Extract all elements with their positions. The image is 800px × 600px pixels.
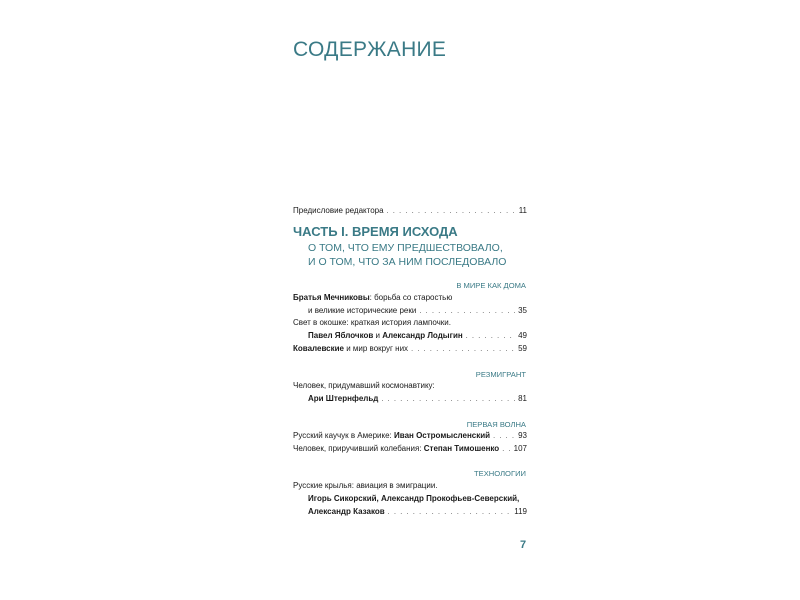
entry-text: Русский каучук в Америке: [293,431,394,440]
toc-entry-sternfeld-line1[interactable]: Человек, придумавший космонавтику: [293,381,435,390]
part-title: ЧАСТЬ I. ВРЕМЯ ИСХОДА [293,224,458,239]
entry-names: Степан Тимошенко [423,444,500,453]
entry-page: 49 [518,331,527,340]
toc-entry-mechnikov-line2[interactable] [308,306,527,315]
toc-entry-kovalevskie[interactable] [293,344,527,353]
toc-entry-sternfeld-line2[interactable] [308,394,527,403]
entry-page: 107 [513,444,527,453]
part-subtitle-line1: О ТОМ, ЧТО ЕМУ ПРЕДШЕСТВОВАЛО, [308,242,503,254]
part-subtitle-line2: И О ТОМ, ЧТО ЗА НИМ ПОСЛЕДОВАЛО [308,256,507,268]
entry-names: Александр Казаков [308,507,385,516]
toc-entry-wings-line1[interactable]: Русские крылья: авиация в эмиграции. [293,481,438,490]
leader-dots [466,333,515,340]
entry-text: и [373,331,383,340]
toc-entry-mechnikov-line1[interactable] [293,293,452,302]
leader-dots [502,446,510,453]
leader-dots [411,346,515,353]
leader-dots [381,396,515,403]
entry-names: Иван Остромысленский [394,431,491,440]
toc-entry-lamp-line1[interactable]: Свет в окошке: краткая история лампочки. [293,318,451,327]
section-heading: В МИРЕ КАК ДОМА [456,281,526,290]
leader-dots [493,433,515,440]
entry-names: Братья Мечниковы [293,293,370,302]
entry-text: Предисловие редактора [293,206,384,215]
entry-page: 93 [518,431,527,440]
leader-dots [387,208,516,215]
toc-entry-wings-line2[interactable] [308,494,519,503]
leader-dots [388,509,512,516]
entry-text: и мир вокруг них [344,344,409,353]
entry-text: и великие исторические реки [308,306,417,315]
section-heading: ТЕХНОЛОГИИ [474,469,526,478]
entry-names: Ковалевские [293,344,344,353]
page-number: 7 [520,539,527,551]
leader-dots [419,308,515,315]
contents-title: СОДЕРЖАНИЕ [293,38,447,61]
entry-page: 11 [518,206,527,215]
toc-entry-lamp-line2[interactable] [308,331,527,340]
toc-entry-preface[interactable] [293,206,527,215]
entry-page: 59 [518,344,527,353]
toc-entry-timoshenko[interactable] [293,444,527,453]
entry-names: Павел Яблочков [308,331,374,340]
entry-page: 119 [514,507,527,516]
entry-names: Ари Штернфельд [308,394,379,403]
section-heading: РЕЗМИГРАНТ [475,370,526,379]
entry-names: Александр Лодыгин [382,331,463,340]
entry-page: 81 [518,394,527,403]
entry-text: : борьба со старостью [369,293,453,302]
section-heading: ПЕРВАЯ ВОЛНА [466,420,526,429]
entry-names: Игорь Сикорский, Александр Прокофьев-Северский, [308,494,520,503]
entry-page: 35 [518,306,527,315]
toc-entry-ostromyslensky[interactable] [293,431,527,440]
toc-entry-wings-line3[interactable] [308,507,527,516]
entry-text: Человек, приручивший колебания: [293,444,424,453]
